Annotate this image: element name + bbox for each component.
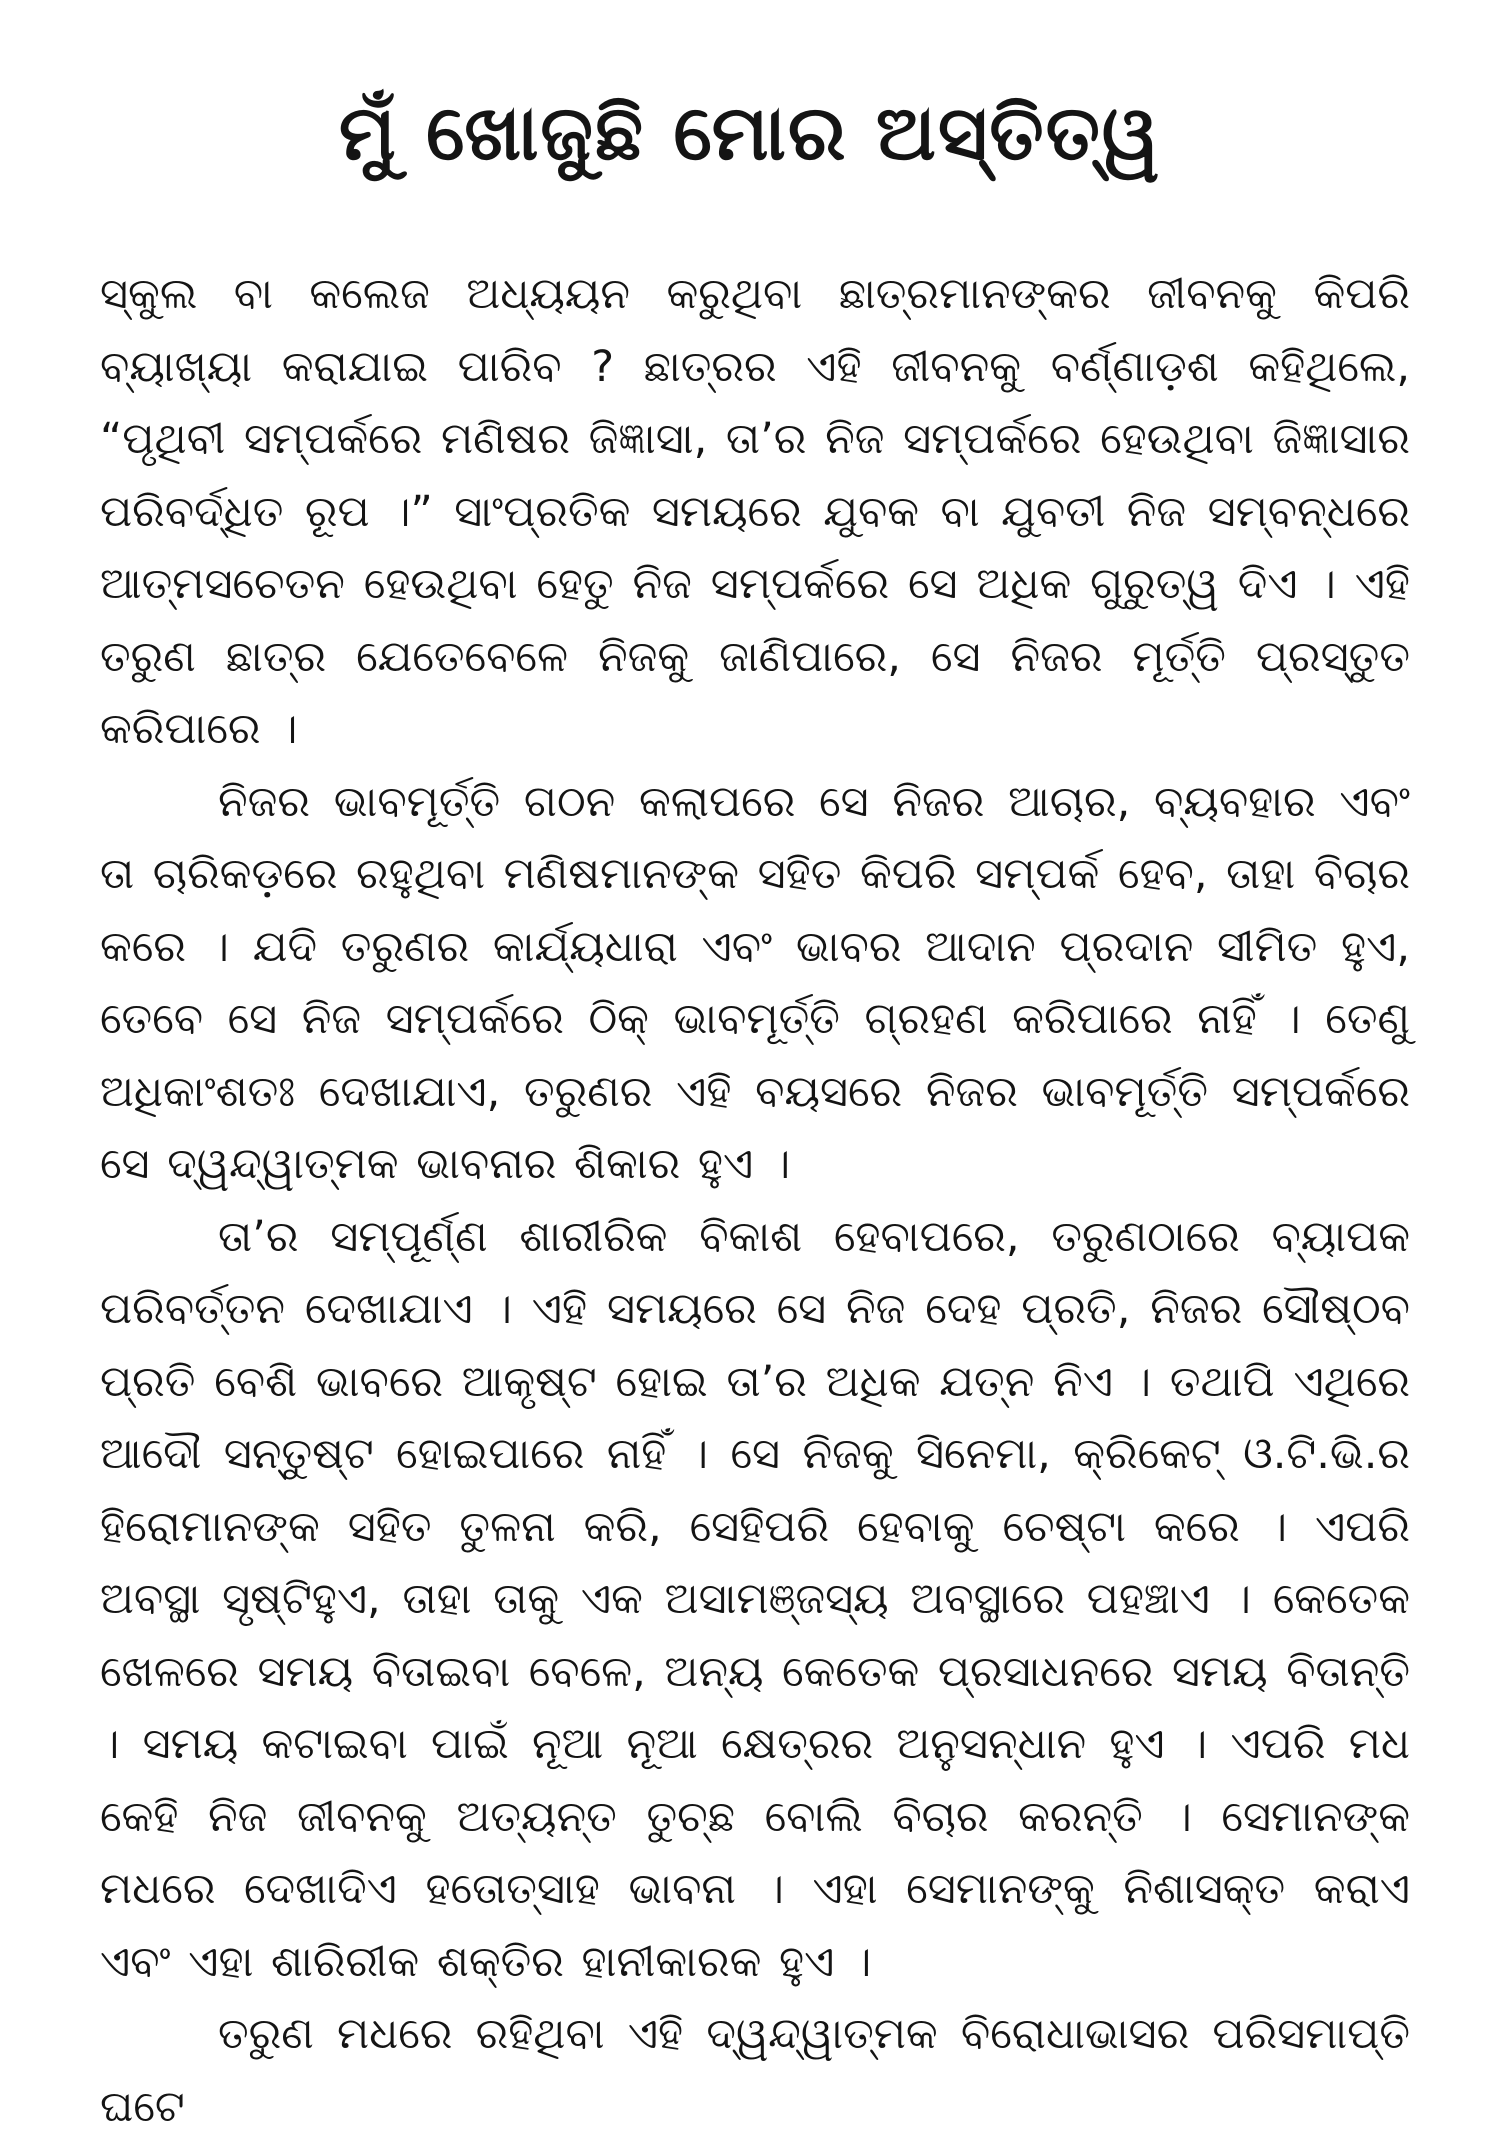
page-title: ମୁଁ ଖୋଜୁଛି ମୋର ଅସ୍ତିତ୍ୱ xyxy=(338,88,1162,177)
paragraph-2: ନିଜର ଭାବମୂର୍ତ୍ତି ଗଠନ କଲାପରେ ସେ ନିଜର ଆଚାର, ବ୍ୟବହାର ଏବଂ ତା ଚାରିକଡ଼ରେ ରହୁଥିବା ମଣିଷମାନଙ୍କ ସହିତ କିପରି ସମ୍ପର୍କ ହେବ, ତାହା ବିଚାର କରେ । ଯଦି ତରୁଣର କାର୍ଯ୍ୟଧାରା ଏବଂ ଭାବର ଆଦାନ ପ୍ରଦାନ ସୀମିତ ହୁଏ, ତେବେ ସେ ନିଜ ସମ୍ପର୍କରେ ଠିକ୍ ଭାବମୂର୍ତ୍ତି ଗ୍ରହଣ କରିପାରେ ନାହିଁ । ତେଣୁ ଅଧିକାଂଶତଃ ଦେଖାଯାଏ, ତରୁଣର ଏହି ବୟସରେ ନିଜର ଭାବମୂର୍ତ୍ତି ସମ୍ପର୍କରେ ସେ ଦ୍ୱନ୍ଦ୍ୱାତ୍ମକ ଭାବନାର ଶିକାର ହୁଏ । xyxy=(100,776,1410,1189)
article-body xyxy=(100,258,1410,2143)
paragraph-4: ତରୁଣ ମଧରେ ରହିଥିବା ଏହି ଦ୍ୱନ୍ଦ୍ୱାତ୍ମକ ବିରୋଧାଭାସର ପରିସମାପ୍ତି ଘଟେ xyxy=(100,2009,1410,2132)
paragraph-3: ତା’ର ସମ୍ପୂର୍ଣ୍ଣ ଶାରୀରିକ ବିକାଶ ହେବାପରେ, ତରୁଣଠାରେ ବ୍ୟାପକ ପରିବର୍ତ୍ତନ ଦେଖାଯାଏ । ଏହି ସମୟରେ ସେ ନିଜ ଦେହ ପ୍ରତି, ନିଜର ସୌଷ୍ଠବ ପ୍ରତି ବେଶି ଭାବରେ ଆକୃଷ୍ଟ ହୋଇ ତା’ର ଅଧିକ ଯତ୍ନ ନିଏ । ତଥାପି ଏଥିରେ ଆଦୌ ସନ୍ତୁଷ୍ଟ ହୋଇପାରେ ନାହିଁ । ସେ ନିଜକୁ ସିନେମା, କ୍ରିକେଟ୍ ଓ.ଟି.ଭି.ର ହିରୋମାନଙ୍କ ସହିତ ତୁଳନା କରି, ସେହିପରି ହେବାକୁ ଚେଷ୍ଟା କରେ । ଏପରି ଅବସ୍ଥା ସୃଷ୍ଟିହୁଏ, ତାହା ତାକୁ ଏକ ଅସାମଞ୍ଜସ୍ୟ ଅବସ୍ଥାରେ ପହଞ୍ଚାଏ । କେତେକ ଖେଳରେ ସମୟ ବିତାଇବା ବେଳେ, ଅନ୍ୟ କେତେକ ପ୍ରସାଧନରେ ସମୟ ବିତାନ୍ତି । ସମୟ କଟାଇବା ପାଇଁ ନୂଆ ନୂଆ କ୍ଷେତ୍ରର ଅନୁସନ୍ଧାନ ହୁଏ । ଏପରି ମଧ କେହି ନିଜ ଜୀବନକୁ ଅତ୍ୟନ୍ତ ତୁଚ୍ଛ ବୋଲି ବିଚାର କରନ୍ତି । ସେମାନଙ୍କ ମଧରେ ଦେଖାଦିଏ ହତୋତ୍ସାହ ଭାବନା । ଏହା ସେମାନଙ୍କୁ ନିଶାସକ୍ତ କରାଏ ଏବଂ ଏହା ଶାରିରୀକ ଶକ୍ତିର ହାନୀକାରକ ହୁଏ । xyxy=(100,1211,1410,1987)
paragraph-1: ସ୍କୁଲ ବା କଲେଜ ଅଧ୍ୟୟନ କରୁଥିବା ଛାତ୍ରମାନଙ୍କର ଜୀବନକୁ କିପରି ବ୍ୟାଖ୍ୟା କରାଯାଇ ପାରିବ ? ଛାତ୍ରର ଏହି ଜୀବନକୁ ବର୍ଣ୍ଣାଡ଼ଶ କହିଥିଲେ, “ପୃଥିବୀ ସମ୍ପର୍କରେ ମଣିଷର ଜିଜ୍ଞାସା, ତା’ର ନିଜ ସମ୍ପର୍କରେ ହେଉଥିବା ଜିଜ୍ଞାସାର ପରିବର୍ଦ୍ଧିତ ରୂପ ।” ସାଂପ୍ରତିକ ସମୟରେ ଯୁବକ ବା ଯୁବତୀ ନିଜ ସମ୍ବନ୍ଧରେ ଆତ୍ମସଚେତନ ହେଉଥିବା ହେତୁ ନିଜ ସମ୍ପର୍କରେ ସେ ଅଧିକ ଗୁରୁତ୍ୱ ଦିଏ । ଏହି ତରୁଣ ଛାତ୍ର ଯେତେବେଳେ ନିଜକୁ ଜାଣିପାରେ, ସେ ନିଜର ମୂର୍ତ୍ତି ପ୍ରସ୍ତୁତ କରିପାରେ । xyxy=(100,269,1410,754)
